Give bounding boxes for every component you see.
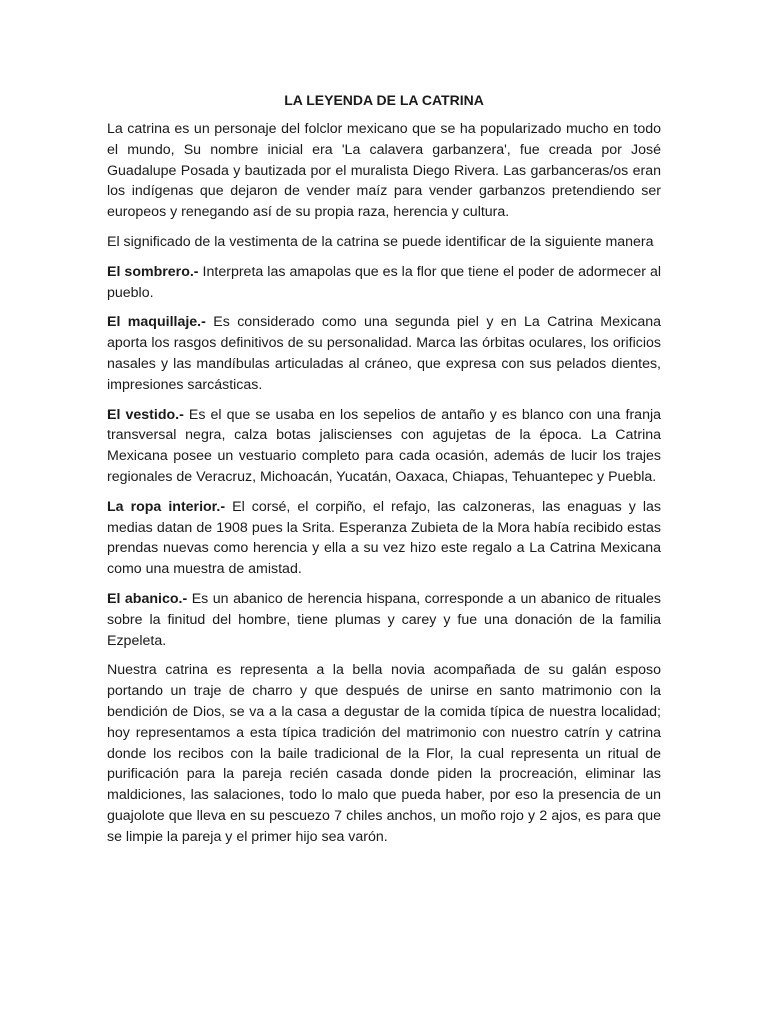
item-text: Es un abanico de herencia hispana, corresponde a un abanico de rituales sobre la finitud del hombre, tiene plumas y carey y fue una donación de la familia Ezpeleta. — [107, 590, 662, 649]
vestimenta-intro-paragraph: El significado de la vestimenta de la catrina se puede identificar de la siguiente manera — [107, 233, 654, 250]
item-sombrero — [107, 262, 661, 304]
item-term: El sombrero.- — [107, 263, 199, 280]
item-term: El maquillaje.- — [107, 314, 206, 331]
intro-paragraph: La catrina es un personaje del folclor mexicano que se ha popularizado mucho en todo el mundo, Su nombre inicial era 'La calavera garbanzera', fue creada por José Guadalupe Posada y bautizada por el muralista Diego Rivera. Las garbanceras/os eran los indígenas que dejaron de vender maíz para vender garbanzos pretendiendo ser europeos y renegando así de su propia raza, herencia y cultura. — [107, 121, 661, 221]
item-abanico — [107, 589, 661, 651]
item-vestido — [107, 405, 661, 488]
document-title: LA LEYENDA DE LA CATRINA — [284, 92, 484, 108]
item-maquillaje — [107, 312, 661, 395]
item-term: El vestido.- — [107, 406, 184, 423]
document-body — [107, 90, 661, 857]
item-text: El corsé, el corpiño, el refajo, las calzoneras, las enaguas y las medias datan de 1908 pues la Srita. Esperanza Zubieta de la Mora había recibido estas prendas nuevas como herencia y ella a su vez hizo este regalo a La Catrina Mexicana como una muestra de amistad. — [107, 498, 661, 578]
item-ropa-interior — [107, 497, 661, 580]
closing-paragraph: Nuestra catrina es representa a la bella novia acompañada de su galán esposo portando un traje de charro y que después de unirse en santo matrimonio con la bendición de Dios, se va a la casa a degustar de la comida típica de nuestra localidad; hoy representamos a esta típica tradición del matrimonio con nuestro catrín y catrina donde los recibos con la baile tradicional de la Flor, la cual representa un ritual de purificación para la pareja recién casada donde piden la procreación, eliminar las maldiciones, las salaciones, todo lo malo que pueda haber, por eso la presencia de un guajolote que lleva en su pescuezo 7 chiles anchos, un moño rojo y 2 ajos, es para que se limpie la pareja y el primer hijo sea varón. — [107, 662, 661, 845]
item-term: La ropa interior.- — [107, 498, 226, 515]
item-text: Interpreta las amapolas que es la flor que tiene el poder de adormecer al pueblo. — [107, 263, 661, 301]
item-text: Es el que se usaba en los sepelios de antaño y es blanco con una franja transversal negra, calza botas jaliscienses con agujetas de la época. La Catrina Mexicana posee un vestuario completo para cada ocasión, además de lucir los trajes regionales de Veracruz, Michoacán, Yucatán, Oaxaca, Chiapas, Tehuantepec y Puebla. — [107, 406, 662, 485]
item-text: Es considerado como una segunda piel y en La Catrina Mexicana aporta los rasgos definitivos de su personalidad. Marca las órbitas oculares, los orificios nasales y las mandíbulas articuladas al cráneo, que expresa con sus pelados dientes, impresiones sarcásticas. — [107, 314, 661, 393]
item-term: El abanico.- — [107, 590, 188, 607]
